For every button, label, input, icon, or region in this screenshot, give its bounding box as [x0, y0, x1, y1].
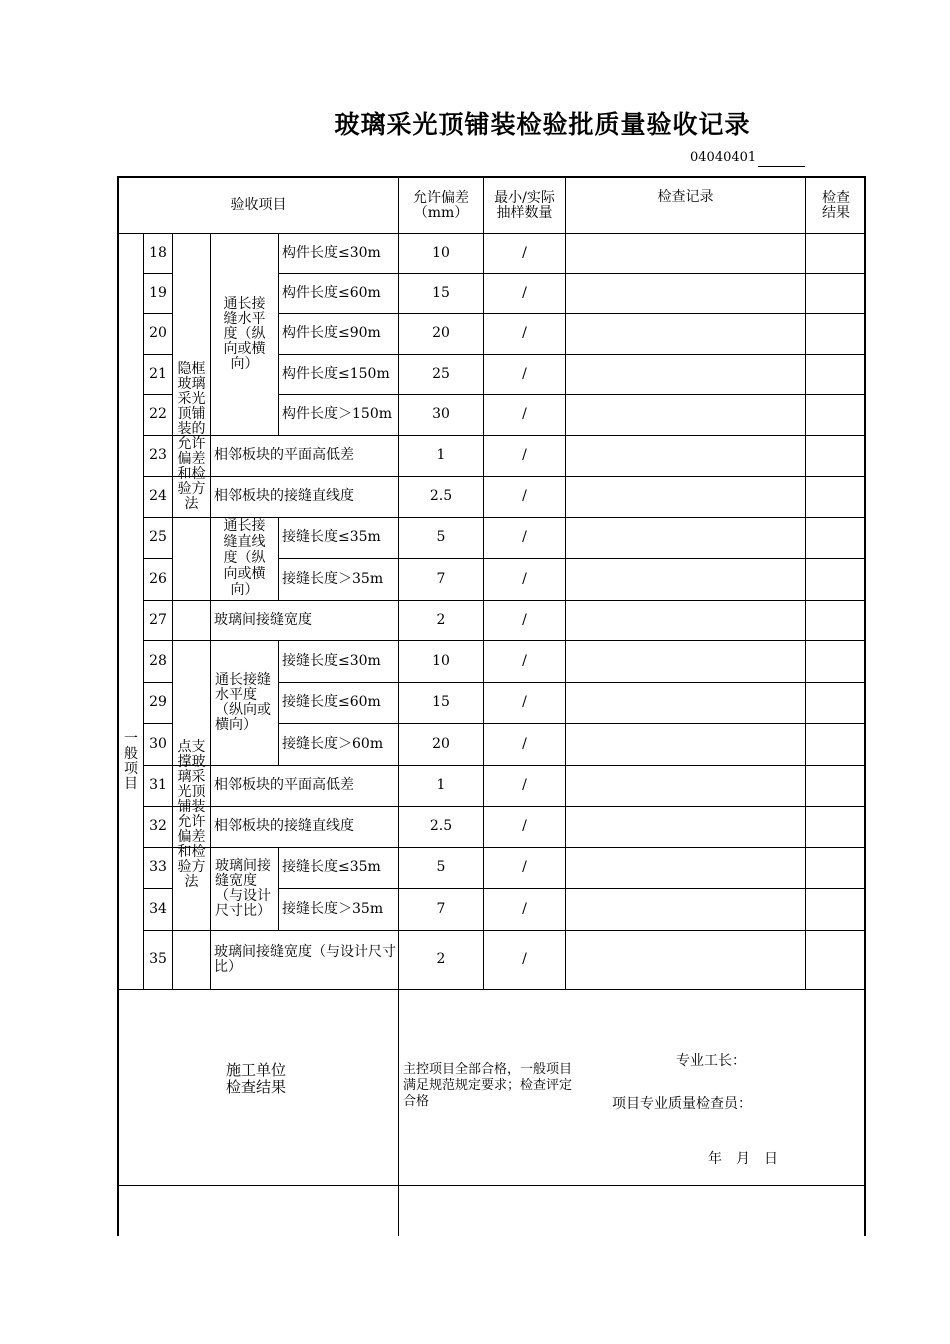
row-item: 相邻板块的接缝直线度	[214, 488, 354, 504]
row-record-cell[interactable]	[566, 682, 805, 723]
row-number: 26	[149, 570, 167, 587]
row-item: 接缝长度≤35m	[282, 529, 381, 545]
row-item: 构件长度≤60m	[282, 284, 381, 301]
row-tolerance: 1	[436, 777, 446, 793]
h-rule	[211, 765, 279, 766]
row-result-cell[interactable]	[806, 930, 865, 989]
row-result-cell[interactable]	[806, 558, 865, 600]
sub-group-c: 通长接缝水平度（纵向或横向）	[215, 671, 271, 733]
group-point-support: 点支撑玻璃采光顶铺装允许偏差和检验方法	[177, 738, 206, 890]
row-result-cell[interactable]	[806, 313, 865, 354]
h-rule	[173, 640, 211, 641]
page-title: 玻璃采光顶铺装检验批质量验收记录	[334, 110, 751, 139]
h-rule	[211, 476, 279, 477]
sub-group-a: 通长接缝水平度（纵向或横向）	[223, 295, 266, 372]
row-record-cell[interactable]	[566, 640, 805, 682]
row-number: 30	[149, 735, 167, 752]
header-sample: 最小/实际抽样数量	[494, 189, 555, 221]
row-number: 29	[149, 694, 167, 710]
row-sample: /	[522, 694, 527, 710]
v-rule	[172, 234, 173, 989]
v-rule	[143, 234, 144, 989]
header-item: 验收项目	[230, 197, 287, 213]
row-result-cell[interactable]	[806, 847, 865, 888]
row-number: 34	[149, 900, 167, 917]
row-record-cell[interactable]	[566, 313, 805, 354]
row-tolerance: 2.5	[429, 488, 453, 504]
row-sample: /	[522, 284, 527, 301]
v-rule	[805, 178, 806, 989]
row-sample: /	[522, 818, 527, 834]
row-sample: /	[522, 245, 527, 261]
row-result-cell[interactable]	[806, 640, 865, 682]
row-record-cell[interactable]	[566, 847, 805, 888]
row-record-cell[interactable]	[566, 394, 805, 435]
h-rule	[279, 682, 866, 683]
row-tolerance: 10	[432, 245, 450, 261]
sub-group-d: 玻璃间接缝宽度（与设计尺寸比）	[215, 857, 271, 919]
row-item: 构件长度≤90m	[282, 325, 381, 341]
h-rule	[279, 273, 866, 274]
row-item: 相邻板块的接缝直线度	[214, 818, 354, 834]
row-result-cell[interactable]	[806, 354, 865, 394]
row-tolerance: 20	[432, 325, 450, 341]
header-result: 检查结果	[822, 189, 850, 221]
v-rule	[278, 234, 279, 435]
row-result-cell[interactable]	[806, 394, 865, 435]
row-tolerance: 2	[436, 951, 446, 967]
row-number: 32	[149, 818, 167, 834]
row-item: 构件长度＞150m	[282, 406, 392, 422]
row-tolerance: 5	[436, 859, 446, 875]
row-result-cell[interactable]	[806, 682, 865, 723]
row-record-cell[interactable]	[566, 558, 805, 600]
row-tolerance: 10	[432, 652, 450, 669]
row-sample: /	[522, 529, 527, 545]
row-item: 接缝长度≤35m	[282, 859, 381, 875]
h-rule	[144, 682, 172, 683]
h-rule	[144, 394, 172, 395]
row-record-cell[interactable]	[566, 723, 805, 765]
v-rule	[278, 640, 279, 765]
row-tolerance: 20	[432, 735, 450, 752]
row-sample: /	[522, 652, 527, 669]
h-rule	[144, 273, 172, 274]
row-tolerance: 2	[436, 611, 446, 628]
row-sample: /	[522, 900, 527, 917]
row-item: 接缝长度＞35m	[282, 570, 384, 587]
row-record-cell[interactable]	[566, 234, 805, 273]
row-tolerance: 7	[436, 900, 446, 917]
row-number: 31	[149, 777, 167, 793]
row-item: 相邻板块的平面高低差	[214, 447, 354, 463]
row-tolerance: 7	[436, 570, 446, 587]
row-record-cell[interactable]	[566, 930, 805, 989]
row-record-cell[interactable]	[566, 765, 805, 806]
h-rule	[118, 989, 866, 990]
v-rule	[483, 178, 484, 989]
row-number: 33	[149, 859, 167, 875]
row-number: 19	[149, 284, 167, 301]
h-rule	[144, 558, 172, 559]
row-result-cell[interactable]	[806, 600, 865, 640]
row-result-cell[interactable]	[806, 765, 865, 806]
row-result-cell[interactable]	[806, 234, 865, 273]
row-item: 相邻板块的平面高低差	[214, 777, 354, 793]
h-rule	[144, 354, 172, 355]
row-number: 22	[149, 406, 167, 422]
h-rule	[279, 354, 866, 355]
row-record-cell[interactable]	[566, 354, 805, 394]
v-rule	[210, 234, 211, 989]
row-record-cell[interactable]	[566, 435, 805, 476]
row-sample: /	[522, 735, 527, 752]
footer-inspector: 项目专业质量检查员：	[612, 1096, 752, 1112]
v-rule	[278, 847, 279, 930]
h-rule	[279, 723, 866, 724]
row-result-cell[interactable]	[806, 888, 865, 930]
row-number: 18	[149, 245, 167, 261]
row-result-cell[interactable]	[806, 723, 865, 765]
row-number: 23	[149, 447, 167, 463]
row-sample: /	[522, 859, 527, 875]
row-result-cell[interactable]	[806, 435, 865, 476]
h-rule	[144, 723, 172, 724]
row-result-cell[interactable]	[806, 517, 865, 558]
row-number: 35	[149, 951, 167, 967]
row-tolerance: 5	[436, 529, 446, 545]
row-record-cell[interactable]	[566, 888, 805, 930]
sub-group-b: 通长接缝直线度（纵向或横向）	[223, 518, 266, 598]
h-rule	[279, 394, 866, 395]
header-tolerance: 允许偏差（mm）	[413, 189, 469, 221]
row-sample: /	[522, 777, 527, 793]
row-tolerance: 30	[432, 406, 450, 422]
row-item: 接缝长度＞60m	[282, 735, 384, 752]
row-sample: /	[522, 325, 527, 341]
group-hidden-frame: 隐框玻璃采光顶铺装的允许偏差和检验方法	[177, 361, 206, 512]
row-sample: /	[522, 951, 527, 967]
row-item: 构件长度≤150m	[282, 365, 390, 382]
h-rule	[118, 233, 866, 234]
row-tolerance: 15	[432, 694, 450, 710]
row-item: 接缝长度≤60m	[282, 694, 381, 710]
row-number: 20	[149, 325, 167, 341]
h-rule	[211, 930, 279, 931]
row-item: 玻璃间接缝宽度（与设计尺寸比）	[214, 943, 396, 975]
row-number: 28	[149, 652, 167, 669]
row-tolerance: 25	[432, 365, 450, 382]
h-rule	[118, 1185, 866, 1186]
footer-foreman: 专业工长：	[676, 1053, 746, 1069]
footer-date: 年 月 日	[708, 1151, 778, 1167]
h-rule	[211, 600, 279, 601]
row-result-cell[interactable]	[806, 806, 865, 847]
row-tolerance: 15	[432, 284, 450, 301]
footer-comment: 主控项目全部合格，一般项目满足规范规定要求；检查评定合格	[403, 1062, 573, 1109]
h-rule	[211, 847, 279, 848]
h-rule	[279, 558, 866, 559]
row-record-cell[interactable]	[566, 600, 805, 640]
row-sample: /	[522, 406, 527, 422]
doc-code: 04040401	[690, 150, 757, 165]
row-sample: /	[522, 365, 527, 382]
h-rule	[144, 313, 172, 314]
v-rule	[278, 517, 279, 600]
row-number: 27	[149, 611, 167, 628]
row-record-cell[interactable]	[566, 517, 805, 558]
row-item: 接缝长度≤30m	[282, 652, 381, 669]
footer-unit: 施工单位检查结果	[226, 1061, 287, 1096]
category-general: 一般项目	[124, 730, 138, 792]
row-record-cell[interactable]	[566, 476, 805, 517]
row-record-cell[interactable]	[566, 273, 805, 313]
h-rule	[279, 313, 866, 314]
header-record: 检查记录	[657, 188, 714, 205]
row-item: 玻璃间接缝宽度	[214, 611, 312, 628]
row-sample: /	[522, 611, 527, 628]
row-item: 构件长度≤30m	[282, 245, 381, 261]
row-item: 接缝长度＞35m	[282, 900, 384, 917]
row-result-cell[interactable]	[806, 273, 865, 313]
h-rule	[144, 888, 172, 889]
row-sample: /	[522, 488, 527, 504]
row-sample: /	[522, 570, 527, 587]
h-rule	[279, 888, 866, 889]
row-tolerance: 1	[436, 447, 446, 463]
v-rule	[398, 178, 399, 1236]
row-tolerance: 2.5	[429, 818, 453, 834]
row-result-cell[interactable]	[806, 476, 865, 517]
row-number: 25	[149, 529, 167, 545]
h-rule	[144, 640, 866, 641]
doc-code-underline	[758, 166, 805, 167]
h-rule	[211, 435, 279, 436]
row-sample: /	[522, 447, 527, 463]
row-record-cell[interactable]	[566, 806, 805, 847]
row-number: 21	[149, 365, 167, 382]
h-rule	[211, 517, 279, 518]
row-number: 24	[149, 488, 167, 504]
h-rule	[211, 806, 279, 807]
v-rule	[565, 178, 566, 989]
